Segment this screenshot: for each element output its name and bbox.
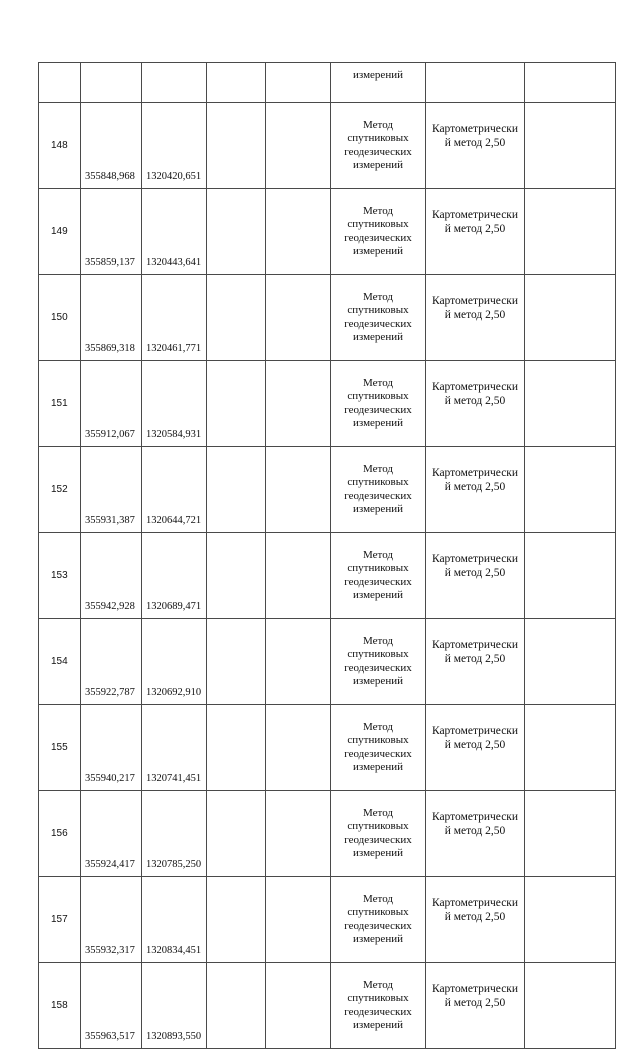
coord-x-cell: 355859,137 — [81, 189, 142, 275]
point-number-cell: 148 — [39, 103, 81, 189]
method-cell: Метод спутниковых геодезических измерений — [331, 791, 426, 877]
accuracy-cell: Картометрически й метод 2,50 — [426, 103, 525, 189]
table-row — [39, 533, 616, 619]
coord-y-cell — [142, 63, 207, 103]
point-number-cell: 150 — [39, 275, 81, 361]
point-number-cell: 154 — [39, 619, 81, 705]
empty-cell — [266, 103, 331, 189]
method-cell: Метод спутниковых геодезических измерений — [331, 447, 426, 533]
accuracy-cell: Картометрически й метод 2,50 — [426, 447, 525, 533]
empty-cell — [525, 189, 616, 275]
empty-cell — [207, 275, 266, 361]
empty-cell — [266, 189, 331, 275]
table-row — [39, 791, 616, 877]
empty-cell — [207, 361, 266, 447]
method-cell: Метод спутниковых геодезических измерений — [331, 533, 426, 619]
table-row — [39, 447, 616, 533]
method-cell: Метод спутниковых геодезических измерений — [331, 103, 426, 189]
coord-x-cell: 355931,387 — [81, 447, 142, 533]
coord-x-cell: 355924,417 — [81, 791, 142, 877]
empty-cell — [525, 447, 616, 533]
table-row — [39, 361, 616, 447]
coord-x-cell: 355912,067 — [81, 361, 142, 447]
accuracy-cell: Картометрически й метод 2,50 — [426, 877, 525, 963]
empty-cell — [266, 963, 331, 1049]
point-number-cell: 155 — [39, 705, 81, 791]
accuracy-cell: Картометрически й метод 2,50 — [426, 963, 525, 1049]
empty-cell — [525, 705, 616, 791]
accuracy-cell: Картометрически й метод 2,50 — [426, 791, 525, 877]
accuracy-cell: Картометрически й метод 2,50 — [426, 533, 525, 619]
table-row — [39, 963, 616, 1049]
empty-cell — [266, 877, 331, 963]
empty-cell — [207, 103, 266, 189]
accuracy-cell: Картометрически й метод 2,50 — [426, 189, 525, 275]
empty-cell — [266, 361, 331, 447]
method-cell: Метод спутниковых геодезических измерений — [331, 275, 426, 361]
empty-cell — [525, 361, 616, 447]
coord-y-cell: 1320644,721 — [142, 447, 207, 533]
empty-cell — [266, 619, 331, 705]
empty-cell — [207, 533, 266, 619]
coord-x-cell — [81, 63, 142, 103]
coordinates-table — [38, 62, 616, 1049]
point-number-cell: 156 — [39, 791, 81, 877]
empty-cell — [207, 705, 266, 791]
coord-y-cell: 1320741,451 — [142, 705, 207, 791]
coord-y-cell: 1320689,471 — [142, 533, 207, 619]
table-row-continued — [39, 63, 616, 103]
empty-cell — [207, 963, 266, 1049]
accuracy-cell — [426, 63, 525, 103]
coord-y-cell: 1320461,771 — [142, 275, 207, 361]
empty-cell — [266, 275, 331, 361]
point-number-cell — [39, 63, 81, 103]
coord-x-cell: 355940,217 — [81, 705, 142, 791]
empty-cell — [266, 791, 331, 877]
empty-cell — [207, 619, 266, 705]
coord-x-cell: 355869,318 — [81, 275, 142, 361]
coord-y-cell: 1320893,550 — [142, 963, 207, 1049]
empty-cell — [207, 189, 266, 275]
method-cell: Метод спутниковых геодезических измерений — [331, 189, 426, 275]
point-number-cell: 153 — [39, 533, 81, 619]
accuracy-cell: Картометрически й метод 2,50 — [426, 705, 525, 791]
coord-x-cell: 355932,317 — [81, 877, 142, 963]
accuracy-cell: Картометрически й метод 2,50 — [426, 619, 525, 705]
table-row — [39, 103, 616, 189]
coord-y-cell: 1320692,910 — [142, 619, 207, 705]
coord-y-cell: 1320785,250 — [142, 791, 207, 877]
table-row — [39, 275, 616, 361]
empty-cell — [525, 63, 616, 103]
method-cell: измерений — [331, 63, 426, 103]
coord-y-cell: 1320420,651 — [142, 103, 207, 189]
empty-cell — [525, 963, 616, 1049]
coord-x-cell: 355922,787 — [81, 619, 142, 705]
coord-x-cell: 355848,968 — [81, 103, 142, 189]
empty-cell — [525, 791, 616, 877]
method-cell: Метод спутниковых геодезических измерений — [331, 619, 426, 705]
empty-cell — [266, 705, 331, 791]
point-number-cell: 152 — [39, 447, 81, 533]
table-row — [39, 877, 616, 963]
coord-x-cell: 355963,517 — [81, 963, 142, 1049]
empty-cell — [266, 533, 331, 619]
accuracy-cell: Картометрически й метод 2,50 — [426, 275, 525, 361]
empty-cell — [525, 275, 616, 361]
coord-x-cell: 355942,928 — [81, 533, 142, 619]
empty-cell — [266, 447, 331, 533]
empty-cell — [207, 447, 266, 533]
point-number-cell: 149 — [39, 189, 81, 275]
table-row — [39, 619, 616, 705]
empty-cell — [207, 791, 266, 877]
coord-y-cell: 1320443,641 — [142, 189, 207, 275]
point-number-cell: 158 — [39, 963, 81, 1049]
point-number-cell: 151 — [39, 361, 81, 447]
method-cell: Метод спутниковых геодезических измерений — [331, 705, 426, 791]
empty-cell — [525, 533, 616, 619]
coord-y-cell: 1320834,451 — [142, 877, 207, 963]
method-cell: Метод спутниковых геодезических измерений — [331, 361, 426, 447]
table-body — [39, 63, 616, 1049]
empty-cell — [525, 619, 616, 705]
coord-y-cell: 1320584,931 — [142, 361, 207, 447]
table-row — [39, 705, 616, 791]
point-number-cell: 157 — [39, 877, 81, 963]
method-cell: Метод спутниковых геодезических измерений — [331, 963, 426, 1049]
empty-cell — [266, 63, 331, 103]
empty-cell — [525, 877, 616, 963]
method-cell: Метод спутниковых геодезических измерений — [331, 877, 426, 963]
empty-cell — [207, 63, 266, 103]
table-row — [39, 189, 616, 275]
empty-cell — [207, 877, 266, 963]
empty-cell — [525, 103, 616, 189]
accuracy-cell: Картометрически й метод 2,50 — [426, 361, 525, 447]
